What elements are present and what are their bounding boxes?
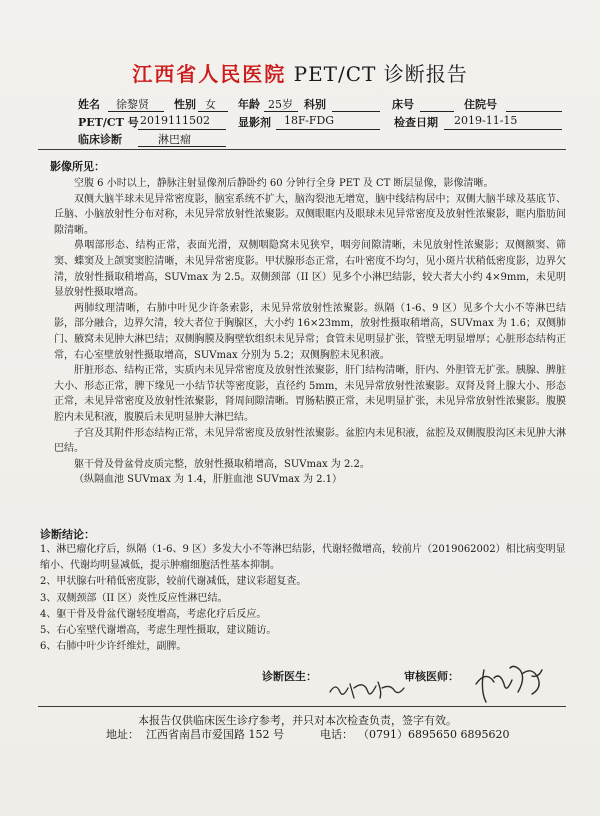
sex-value: 女 [205, 98, 216, 111]
sex-underline [198, 111, 228, 112]
doctor-signature [326, 676, 406, 702]
tracer-underline [276, 129, 380, 130]
header-rule [38, 149, 566, 150]
age-value: 25岁 [268, 98, 293, 111]
sex-label: 性别 [174, 98, 196, 111]
name-value: 徐黎贤 [116, 98, 149, 111]
bed-label: 床号 [392, 98, 414, 111]
petct-label: PET/CT 号 [78, 116, 139, 129]
exam-date-label: 检查日期 [394, 116, 438, 129]
report-title [0, 58, 600, 87]
findings-body [54, 176, 566, 488]
findings-paragraph: 肝脏形态、结构正常，实质内未见异常密度及放射性浓聚影，肝门结构清晰，肝内、外胆管无扩张。胰腺、脾脏大小、形态正常，脾下缘见一小结节状等密度影，直径约 5mm，未见异常放射性浓聚影。双肾及肾上腺大小、形态正常，未见异常密度及放射性浓聚影，肾周间隙清晰。胃肠粘膜正常，未见明显扩张，未见异常放射性浓聚影。腹膜腔内未见积液，腹膜后未见明显肿大淋巴结。 [54, 365, 566, 423]
findings-paragraph: 鼻咽部形态、结构正常，表面光滑，双侧咽隐窝未见狭窄，咽旁间隙清晰，未见放射性浓聚影；双侧额窦、筛窦、蝶窦及上颌窦窦腔清晰，未见异常密度影。甲状腺形态正常，右叶密度不均匀，见小斑片状稍低密度影，边界欠清，放射性摄取稍增高，SUVmax 为 2.5。双侧颈部（II 区）见多个小淋巴结影，较大者大小约 4×9mm，未见明显放射性摄取增高。 [54, 240, 566, 299]
dept-label: 科别 [304, 98, 326, 111]
clinical-label: 临床诊断 [78, 133, 122, 146]
diagnosis-list [40, 542, 566, 655]
footer-rule [38, 706, 566, 707]
findings-paragraph: （纵隔血池 SUVmax 为 1.4，肝脏血池 SUVmax 为 2.1） [74, 474, 343, 486]
address-value: 江西省南昌市爱国路 152 号 [146, 728, 284, 741]
exam-date-underline [444, 129, 562, 130]
exam-date-value: 2019-11-15 [454, 114, 518, 127]
name-label: 姓名 [78, 98, 100, 111]
findings-paragraph: 子宫及其附件形态结构正常，未见异常密度及放射性浓聚影。盆腔内未见积液，盆腔及双侧腹股沟区未见肿大淋巴结。 [54, 427, 566, 455]
diagnosis-item: 6、右肺中叶少许纤维灶，副脾。 [40, 641, 187, 653]
report-notice: 本报告仅供临床医生诊疗参考，并只对本次检查负责，签字有效。 [138, 714, 457, 727]
diagnosis-item: 3、双侧颈部（II 区）炎性反应性淋巴结。 [40, 592, 228, 604]
inpatient-underline [506, 111, 562, 112]
diagnosis-item: 2、甲状腺右叶稍低密度影，较前代谢减低，建议彩超复查。 [40, 576, 307, 588]
report-type: PET/CT 诊断报告 [293, 62, 468, 86]
age-underline [264, 111, 298, 112]
clinical-underline [138, 146, 226, 147]
findings-title: 影像所见： [50, 160, 105, 173]
petct-underline [138, 129, 226, 130]
doctor-label: 诊断医生： [262, 670, 317, 683]
tracer-label: 显影剂 [238, 116, 271, 129]
petct-value: 2019111502 [140, 114, 210, 127]
findings-paragraph: 空腹 6 小时以上，静脉注射显像剂后静卧约 60 分钟行全身 PET 及 CT 断层显像，影像清晰。 [74, 178, 494, 189]
clinical-value: 淋巴瘤 [158, 133, 191, 146]
dept-underline [332, 111, 380, 112]
diagnosis-item: 5、右心室壁代谢增高，考虑生理性摄取，建议随访。 [40, 625, 277, 637]
inpatient-label: 住院号 [464, 98, 497, 111]
reviewer-label: 审核医师： [404, 670, 459, 683]
tracer-value: 18F-FDG [284, 114, 335, 127]
findings-paragraph: 双侧大脑半球未见异常密度影，脑室系统不扩大，脑沟裂池无增宽，脑中线结构居中；双侧大脑半球及基底节、丘脑、小脑放射性分布对称，未见异常放射性浓聚影。双侧眼眶内及眼球未见异常密度及放射性浓聚影，眶内脂肪间隙清晰。 [54, 193, 566, 236]
diagnosis-item: 1、淋巴瘤化疗后，纵隔（1-6、9 区）多发大小不等淋巴结影，代谢轻微增高，较前片（2019062002）相比病变明显缩小、代谢均明显减低，提示肿瘤细胞活性基本抑制。 [40, 544, 566, 572]
diagnosis-item: 4、躯干骨及骨盆代谢轻度增高，考虑化疗后反应。 [40, 608, 267, 620]
findings-paragraph: 两肺纹理清晰，右肺中叶见少许条索影，未见异常放射性浓聚影。纵隔（1-6、9 区）见多个大小不等淋巴结影，部分融合，边界欠清，较大者位于胸腺区，大小约 16×23mm，放射性摄取稍增高，SUVmax 为 1.6；双侧肺门、腋窝未见肿大淋巴结；双侧胸膜及胸壁软组织未见异常；食管未见明显扩张，管壁无明显增厚；心脏形态结构正常，右心室壁放射性摄取增高，SUVmax 分别为 5.2；双侧胸腔未见积液。 [54, 302, 566, 361]
reviewer-signature [470, 660, 550, 706]
name-underline [108, 111, 164, 112]
age-label: 年龄 [238, 98, 260, 111]
bed-underline [420, 111, 454, 112]
phone-value: （0791）6895650 6895620 [358, 728, 510, 741]
address-label: 地址： [106, 728, 139, 741]
phone-label: 电话： [320, 728, 353, 741]
hospital-name: 江西省人民医院 [132, 62, 287, 86]
findings-paragraph: 躯干骨及骨盆骨皮质完整，放射性摄取稍增高，SUVmax 为 2.2。 [74, 458, 370, 470]
diagnosis-title: 诊断结论： [40, 528, 95, 541]
